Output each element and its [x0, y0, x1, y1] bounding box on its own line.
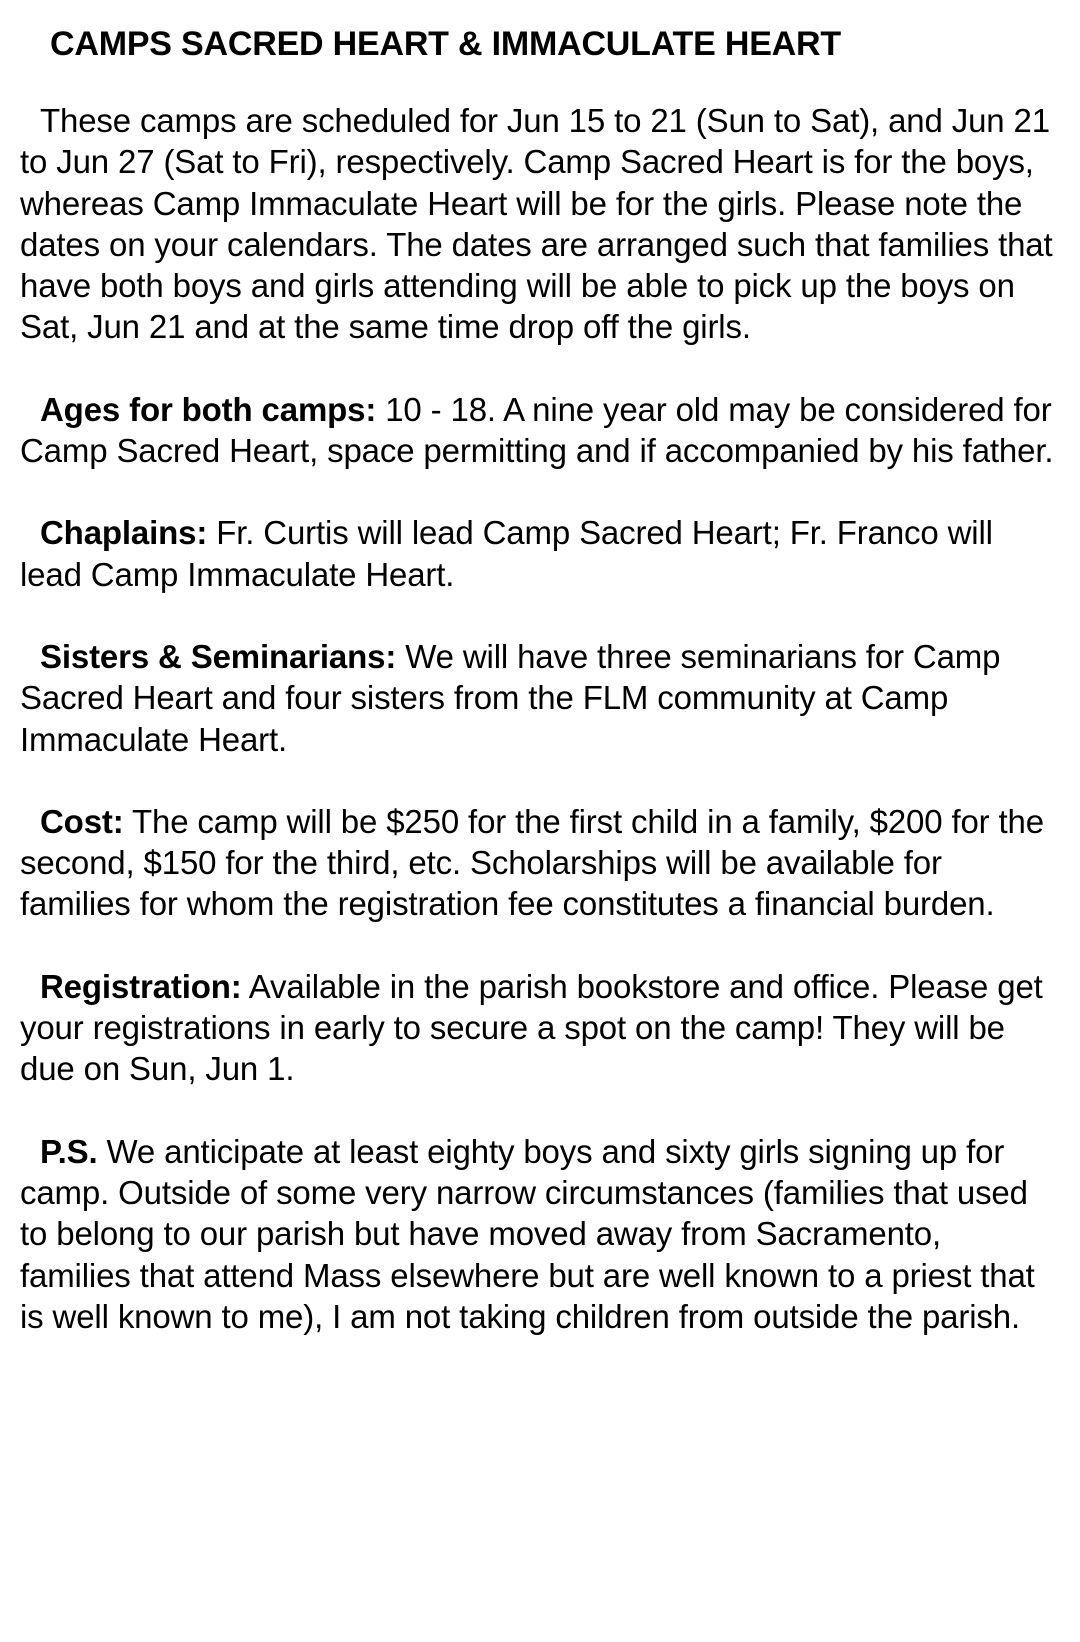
cost-label: Cost:: [40, 802, 124, 840]
sisters-label: Sisters & Seminarians:: [40, 637, 397, 675]
registration-text: Available in the parish bookstore and office. Please get your registrations in early to secure a spot on the camp! They will be due on Sun, Jun 1.: [20, 967, 1043, 1088]
sisters-text: We will have three seminarians for Camp Sacred Heart and four sisters from the FLM community at Camp Immaculate Heart.: [20, 637, 1001, 758]
ps-label: P.S.: [40, 1132, 98, 1170]
registration-paragraph: [20, 966, 1060, 1090]
ps-text: We anticipate at least eighty boys and sixty girls signing up for camp. Outside of some very narrow circumstances (families that used to belong to our parish but have moved away from Sacramento, families that attend Mass elsewhere but are well known to a priest that is well known to me), I am not taking children from outside the parish.: [20, 1132, 1035, 1335]
sisters-paragraph: [20, 636, 1060, 760]
registration-label: Registration:: [40, 967, 242, 1005]
ages-paragraph: [20, 389, 1060, 472]
document-title: CAMPS SACRED HEART & IMMACULATE HEART: [50, 25, 841, 63]
intro-text: These camps are scheduled for Jun 15 to 21 (Sun to Sat), and Jun 21 to Jun 27 (Sat to Fri), respectively. Camp Sacred Heart is for the boys, whereas Camp Immaculate Heart will be for the girls. Please note the dates on your calendars. The dates are arranged such that families that have both boys and girls attending will be able to pick up the boys on Sat, Jun 21 and at the same time drop off the girls.: [20, 102, 1053, 346]
ages-text: 10 - 18. A nine year old may be considered for Camp Sacred Heart, space permitting and if accompanied by his father.: [20, 390, 1054, 470]
ps-paragraph: [20, 1131, 1060, 1337]
ages-label: Ages for both camps:: [40, 390, 377, 428]
chaplains-text: Fr. Curtis will lead Camp Sacred Heart; Fr. Franco will lead Camp Immaculate Heart.: [20, 514, 993, 593]
intro-paragraph: [20, 100, 1060, 348]
cost-paragraph: [20, 801, 1060, 925]
chaplains-paragraph: [20, 512, 1060, 595]
cost-text: The camp will be $250 for the first child in a family, $200 for the second, $150 for the third, etc. Scholarships will be available for families for whom the registration fee constitutes a financial burden.: [20, 802, 1044, 923]
chaplains-label: Chaplains:: [40, 514, 208, 552]
